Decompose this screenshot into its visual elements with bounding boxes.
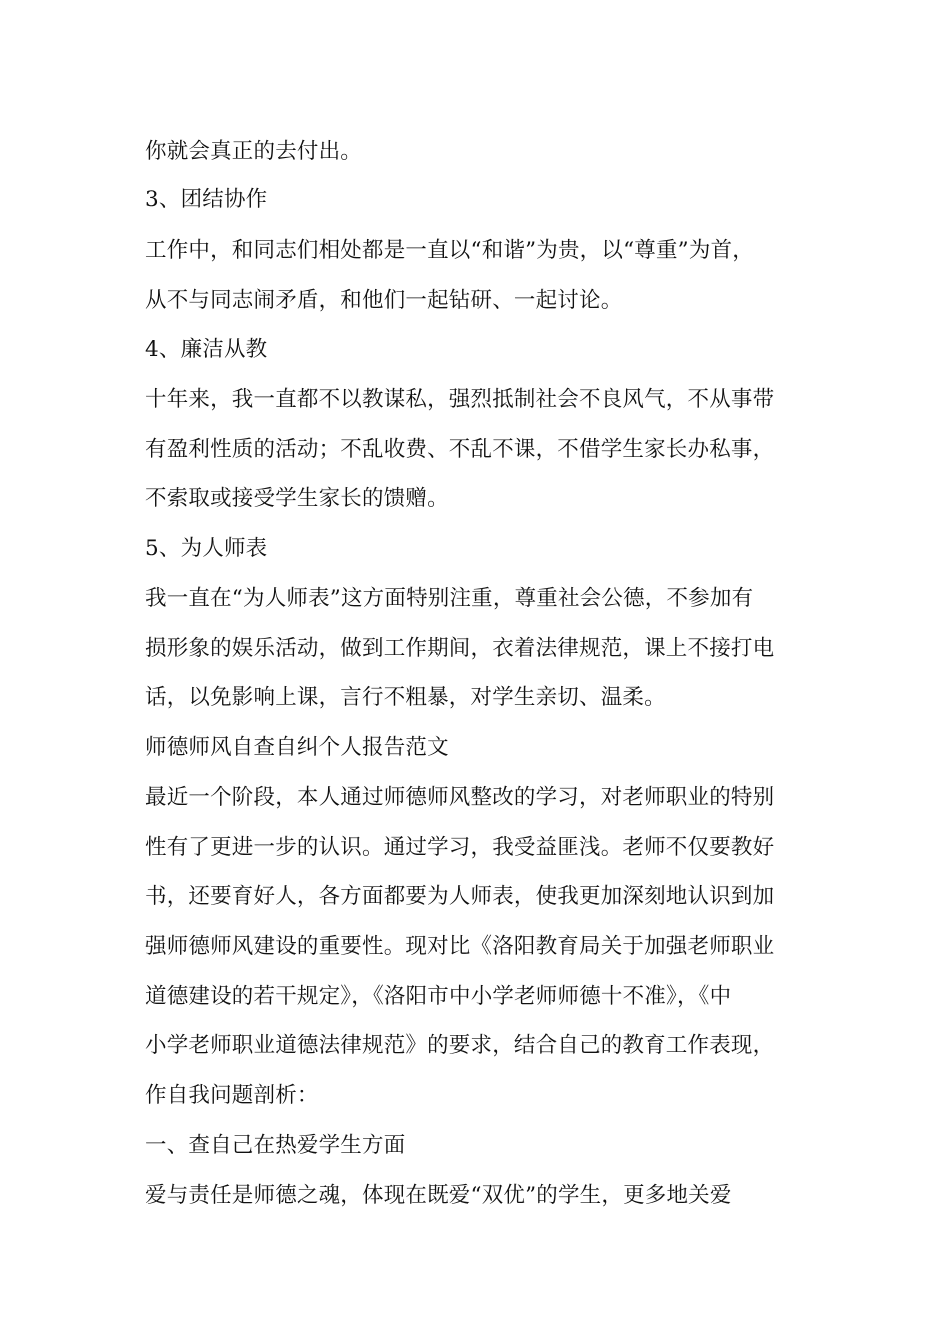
body-text-line: 书，还要育好人，各方面都要为人师表，使我更加深刻地认识到加: [145, 884, 775, 909]
section-heading: 4、廉洁从教: [145, 337, 268, 362]
body-text-line: 道德建设的若干规定》，《洛阳市中小学老师师德十不准》，《中: [145, 984, 732, 1009]
body-text-line: 小学老师职业道德法律规范》的要求，结合自己的教育工作表现，: [145, 1033, 775, 1058]
article-title: 师德师风自查自纠个人报告范文: [145, 735, 449, 760]
body-text-line: 有盈利性质的活动；不乱收费、不乱不课，不借学生家长办私事，: [145, 437, 775, 462]
body-text-line: 强师德师风建设的重要性。现对比《洛阳教育局关于加强老师职业: [145, 934, 775, 959]
body-text-line: 从不与同志闹矛盾，和他们一起钻研、一起讨论。: [145, 288, 623, 313]
section-heading: 一、查自己在热爱学生方面: [145, 1133, 406, 1158]
body-text-line: 爱与责任是师德之魂，体现在既爱“双优”的学生，更多地关爱: [145, 1183, 732, 1208]
body-text-line: 工作中，和同志们相处都是一直以“和谐”为贵，以“尊重”为首，: [145, 238, 754, 263]
body-text-line: 十年来，我一直都不以教谋私，强烈抵制社会不良风气，不从事带: [145, 387, 775, 412]
body-text-line: 作自我问题剖析：: [145, 1083, 319, 1108]
section-heading: 3、团结协作: [145, 187, 268, 212]
section-heading: 5、为人师表: [145, 536, 268, 561]
body-text-line: 性有了更进一步的认识。通过学习，我受益匪浅。老师不仅要教好: [145, 835, 775, 860]
body-text-line: 我一直在“为人师表”这方面特别注重，尊重社会公德，不参加有: [145, 586, 754, 611]
body-text-line: 损形象的娱乐活动，做到工作期间，衣着法律规范，课上不接打电: [145, 636, 775, 661]
body-text-line: 不索取或接受学生家长的馈赠。: [145, 486, 449, 511]
body-text-line: 最近一个阶段，本人通过师德师风整改的学习，对老师职业的特别: [145, 785, 775, 810]
body-text-line: 你就会真正的去付出。: [145, 139, 363, 164]
body-text-line: 话，以免影响上课，言行不粗暴，对学生亲切、温柔。: [145, 685, 666, 710]
